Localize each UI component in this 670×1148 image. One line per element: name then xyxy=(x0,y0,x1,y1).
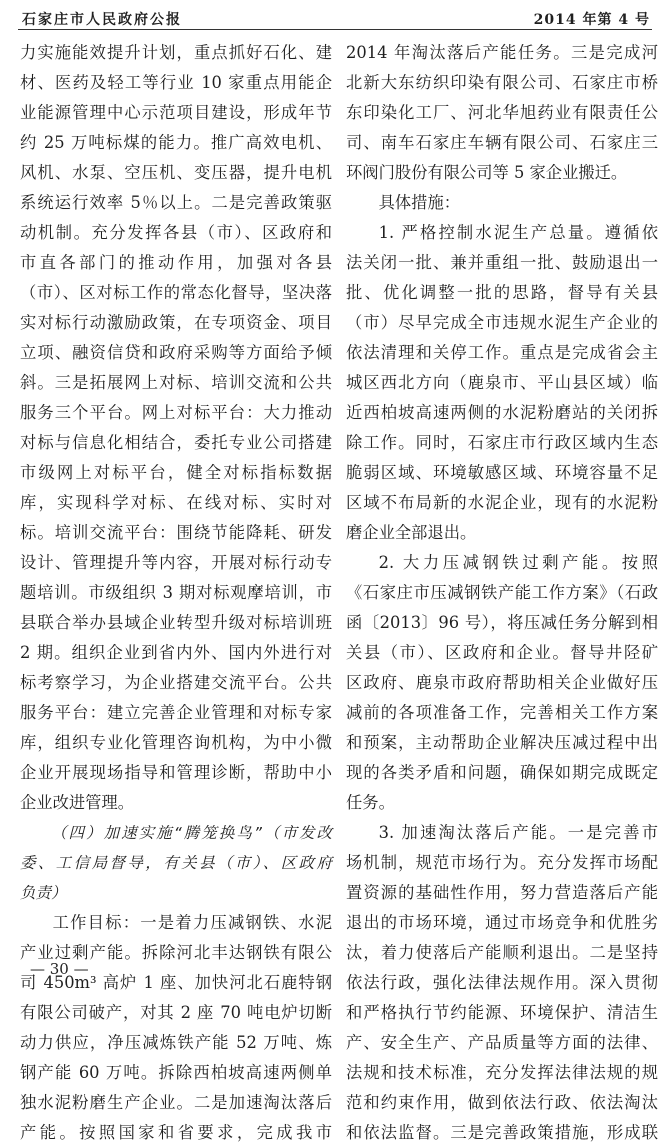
text-line: 区政府、鹿泉市政府帮助相关企业做好压 xyxy=(346,673,658,692)
text-line: 和严格执行节约能源、环境保护、清洁生 xyxy=(346,1003,658,1022)
text-line: 近西柏坡高速两侧的水泥粉磨站的关闭拆 xyxy=(346,403,658,422)
text-line: 独水泥粉磨生产企业。二是加速淘汰落后 xyxy=(20,1093,332,1112)
text-line: 具体措施： xyxy=(378,193,461,212)
text-line: 市级网上对标平台，健全对标指标数据 xyxy=(20,463,332,482)
text-line: 环阀门股份有限公司等 5 家企业搬迁。 xyxy=(346,163,628,182)
text-line: 城区西北方向（鹿泉市、平山县区域）临 xyxy=(346,373,658,392)
text-line: 置资源的基础性作用，努力营造落后产能 xyxy=(346,883,658,902)
text-line: 东印染化工厂、河北华旭药业有限责任公 xyxy=(346,103,658,122)
text-line: （市）尽早完成全市违规水泥生产企业的 xyxy=(346,313,658,332)
text-line: 磨企业全部退出。 xyxy=(346,523,477,542)
text-line: 《石家庄市压减钢铁产能工作方案》（石政 xyxy=(346,583,658,602)
text-line: 范和约束作用，做到依法行政、依法淘汰 xyxy=(346,1093,658,1112)
text-line: 退出的市场环境，通过市场竞争和优胜劣 xyxy=(346,913,658,932)
text-line: 力实施能效提升计划，重点抓好石化、建 xyxy=(20,43,332,62)
text-line: 法规和技术标准，充分发挥法律法规的规 xyxy=(346,1063,658,1082)
text-line: 动机制。充分发挥各县（市）、区政府和 xyxy=(20,223,332,242)
text-line: 2. 大力压减钢铁过剩产能。按照 xyxy=(378,553,658,572)
text-line: 1. 严格控制水泥生产总量。遵循依 xyxy=(378,223,658,242)
text-line: 3. 加速淘汰落后产能。一是完善市 xyxy=(378,823,658,842)
section-heading-line: 委、工信局督导，有关县（市）、区政府 xyxy=(20,854,332,872)
text-line: 立项、融资信贷和政府采购等方面给予倾 xyxy=(20,343,332,362)
text-line: （市）、区对标工作的常态化督导，坚决落 xyxy=(20,283,332,302)
journal-title: 石家庄市人民政府公报 xyxy=(22,12,182,28)
text-line: 2 期。组织企业到省内外、国内外进行对 xyxy=(20,643,332,662)
text-line: 斜。三是拓展网上对标、培训交流和公共 xyxy=(20,373,332,392)
text-line: 对标与信息化相结合，委托专业公司搭建 xyxy=(20,433,332,452)
page-header xyxy=(0,0,670,30)
text-line: 服务三个平台。网上对标平台：大力推动 xyxy=(20,403,332,422)
text-line: 汰，着力使落后产能顺利退出。二是坚持 xyxy=(346,943,658,962)
text-line: 依法行政，强化法律法规作用。深入贯彻 xyxy=(346,973,658,992)
text-line: 风机、水泵、空压机、变压器，提升电机 xyxy=(20,163,332,182)
text-line: 法关闭一批、兼并重组一批、鼓励退出一 xyxy=(346,253,658,272)
text-line: 和依法监督。三是完善政策措施，形成联 xyxy=(346,1123,658,1142)
text-line: 库，组织专业化管理咨询机构，为中小微 xyxy=(20,733,332,752)
text-line: 企业改进管理。 xyxy=(20,793,134,812)
text-line: 工作目标：一是着力压减钢铁、水泥 xyxy=(52,913,332,932)
text-line: 钢产能 60 万吨。拆除西柏坡高速两侧单 xyxy=(20,1063,332,1082)
text-line: 产能。按照国家和省要求，完成我市 xyxy=(20,1123,332,1142)
text-line: 县联合举办县域企业转型升级对标培训班 xyxy=(20,613,332,632)
text-line: 司 450m³ 高炉 1 座、加快河北石鹿特钢 xyxy=(20,973,332,992)
text-line: 产、安全生产、产品质量等方面的法律、 xyxy=(346,1033,658,1052)
text-line: 企业开展现场指导和管理诊断，帮助中小 xyxy=(20,763,332,782)
text-line: 系统运行效率 5％以上。二是完善政策驱 xyxy=(20,193,332,212)
text-line: 有限公司破产，对其 2 座 70 吨电炉切断 xyxy=(20,1003,332,1022)
left-column xyxy=(20,38,332,1148)
text-line: 题培训。市级组织 3 期对标观摩培训，市 xyxy=(20,583,332,602)
text-line: 区域不布局新的水泥企业，现有的水泥粉 xyxy=(346,493,658,512)
text-line: 函〔2013〕96 号），将压减任务分解到相 xyxy=(346,613,658,632)
text-line: 减前的各项准备工作，完善相关工作方案 xyxy=(346,703,658,722)
text-line: 动力供应，净压减炼铁产能 52 万吨、炼 xyxy=(20,1033,332,1052)
text-line: 库，实现科学对标、在线对标、实时对 xyxy=(20,493,332,512)
text-line: 实对标行动激励政策，在专项资金、项目 xyxy=(20,313,332,332)
page-number: — 30 — xyxy=(30,960,89,978)
text-line: 脆弱区域、环境敏感区域、环境容量不足 xyxy=(346,463,658,482)
text-line: 和预案，主动帮助企业解决压减过程中出 xyxy=(346,733,658,752)
text-line: 市直各部门的推动作用，加强对各县 xyxy=(20,253,332,272)
text-line: 任务。 xyxy=(346,793,395,812)
text-line: 除工作。同时，石家庄市行政区域内生态 xyxy=(346,433,658,452)
text-line: 标考察学习，为企业搭建交流平台。公共 xyxy=(20,673,332,692)
section-heading-line: （四）加速实施“腾笼换鸟”（市发改 xyxy=(51,824,332,842)
right-column xyxy=(346,38,658,1148)
text-line: 依法清理和关停工作。重点是完成省会主 xyxy=(346,343,658,362)
text-line: 关县（市）、区政府和企业。督导井陉矿 xyxy=(346,643,658,662)
text-line: 约 25 万吨标煤的能力。推广高效电机、 xyxy=(20,133,332,152)
text-line: 2014 年淘汰落后产能任务。三是完成河 xyxy=(346,43,658,62)
text-line: 服务平台：建立完善企业管理和对标专家 xyxy=(20,703,332,722)
text-line: 材、医药及轻工等行业 10 家重点用能企 xyxy=(20,73,332,92)
text-line: 现的各类矛盾和问题，确保如期完成既定 xyxy=(346,763,658,782)
text-line: 产业过剩产能。拆除河北丰达钢铁有限公 xyxy=(20,943,332,962)
header-rule xyxy=(18,29,652,30)
text-line: 司、南车石家庄车辆有限公司、石家庄三 xyxy=(346,133,658,152)
text-line: 标。培训交流平台：围绕节能降耗、研发 xyxy=(20,523,332,542)
text-line: 北新大东纺织印染有限公司、石家庄市桥 xyxy=(346,73,658,92)
text-line: 场机制，规范市场行为。充分发挥市场配 xyxy=(346,853,658,872)
text-line: 设计、管理提升等内容，开展对标行动专 xyxy=(20,553,332,572)
issue-number: 2014 年第 4 号 xyxy=(533,12,650,28)
text-line: 业能源管理中心示范项目建设，形成年节 xyxy=(20,103,332,122)
section-heading-line: 负责） xyxy=(20,884,67,902)
text-line: 批、优化调整一批的思路，督导有关县 xyxy=(346,283,658,302)
